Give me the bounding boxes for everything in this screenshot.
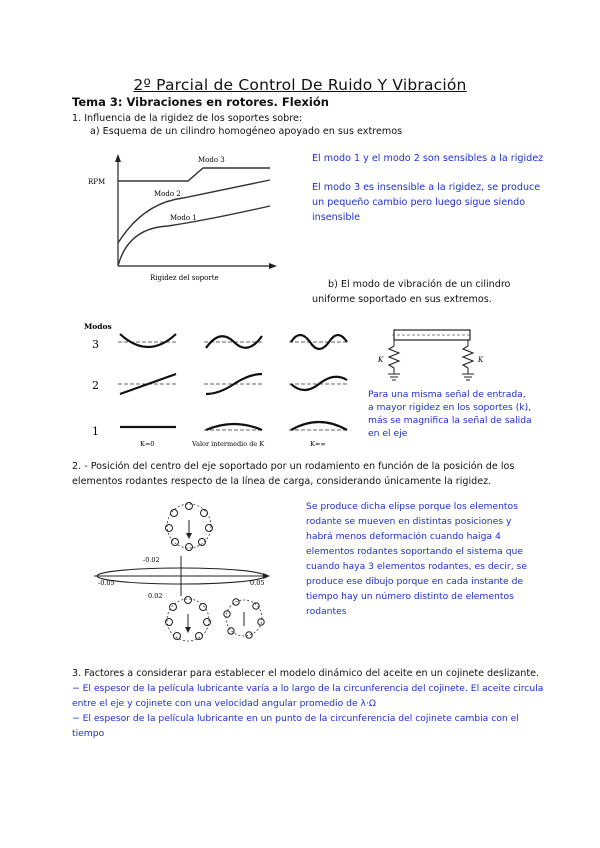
bearing-bottom-icon — [166, 597, 211, 642]
q1-heading: 1. Influencia de la rigidez de los soportes sobre: — [72, 113, 303, 124]
label-bottom: 0.02 — [148, 592, 163, 600]
k-zero-label: K=0 — [140, 440, 155, 448]
q2-heading-2: elementos rodantes respecto de la línea de carga, considerando únicamente la rigidez. — [72, 476, 492, 487]
rigidity-graph — [88, 148, 293, 288]
spring-beam-figure — [372, 322, 502, 386]
answer-a: El modo 1 y el modo 2 son sensibles a la rigidez El modo 3 es insensible a la rigidez, se produce un pequeño cambio pero luego sigue siendo insensible — [312, 153, 544, 223]
mode3-curve — [118, 168, 270, 181]
q1-b-label-2: uniforme soportado en sus extremos. — [312, 294, 492, 305]
mode1-label: Modo 1 — [170, 214, 197, 222]
q1-b-label-1: b) El modo de vibración de un cilindro — [328, 279, 511, 290]
modes-header: Modos — [84, 322, 112, 331]
tema-heading: Tema 3: Vibraciones en rotores. Flexión — [72, 95, 329, 109]
mode-row-3: 3 — [92, 338, 99, 351]
label-top: -0.02 — [143, 556, 160, 564]
q2-heading-1: 2. - Posición del centro del eje soportado por un rodamiento en función de la posición de los — [72, 461, 515, 472]
x-axis-label: Rigidez del soporte — [150, 274, 219, 282]
bearing-ellipse-figure — [86, 494, 276, 644]
spring-k-left: K — [378, 356, 384, 364]
q3-answer: − El espesor de la película lubricante varía a lo largo de la circunferencia del cojinete. El aceite circula entre el eje y cojinete con una velocidad angular promedio de λ·Ω − El espesor de la película lubricante en un punto de la circunferencia del cojinete cambia con el tiempo — [72, 683, 544, 739]
spring-k-right: K — [478, 356, 484, 364]
mode-row-1: 1 — [92, 425, 99, 438]
mode3-label: Modo 3 — [198, 156, 225, 164]
q3-heading: 3. Factores a considerar para establecer el modelo dinámico del aceite en un cojinete deslizante. — [72, 668, 540, 679]
label-left: -0.05 — [98, 579, 115, 587]
mode2-label: Modo 2 — [154, 190, 181, 198]
answer-q2: Se produce dicha elipse porque los elementos rodante se mueven en distintas posiciones y habrá menos deformación cuando haiga 4 elementos rodantes soportando el sistema que cuando haya 3 elementos rodantes, es decir, se produce ese dibujo porque en cada instante de tiempo hay un número distinto de elementos rodantes — [306, 501, 527, 617]
k-inf-label: K=∞ — [310, 440, 326, 448]
mode-row-2: 2 — [92, 379, 99, 392]
k-mid-label: Valor intermedio de K — [192, 440, 265, 448]
vibration-modes-figure — [84, 320, 364, 450]
label-right: 0.05 — [250, 579, 265, 587]
y-axis-label: RPM — [88, 178, 106, 186]
bearing-right-icon — [224, 599, 264, 638]
answer-b: Para una misma señal de entrada, a mayor rigidez en los soportes (k), más se magnifica la señal de salida en el eje — [368, 389, 532, 439]
bearing-top-icon — [166, 503, 213, 551]
q1-a-label: a) Esquema de un cilindro homogéneo apoyado en sus extremos — [90, 126, 403, 137]
page-title: 2º Parcial de Control De Ruido Y Vibración — [133, 76, 467, 94]
